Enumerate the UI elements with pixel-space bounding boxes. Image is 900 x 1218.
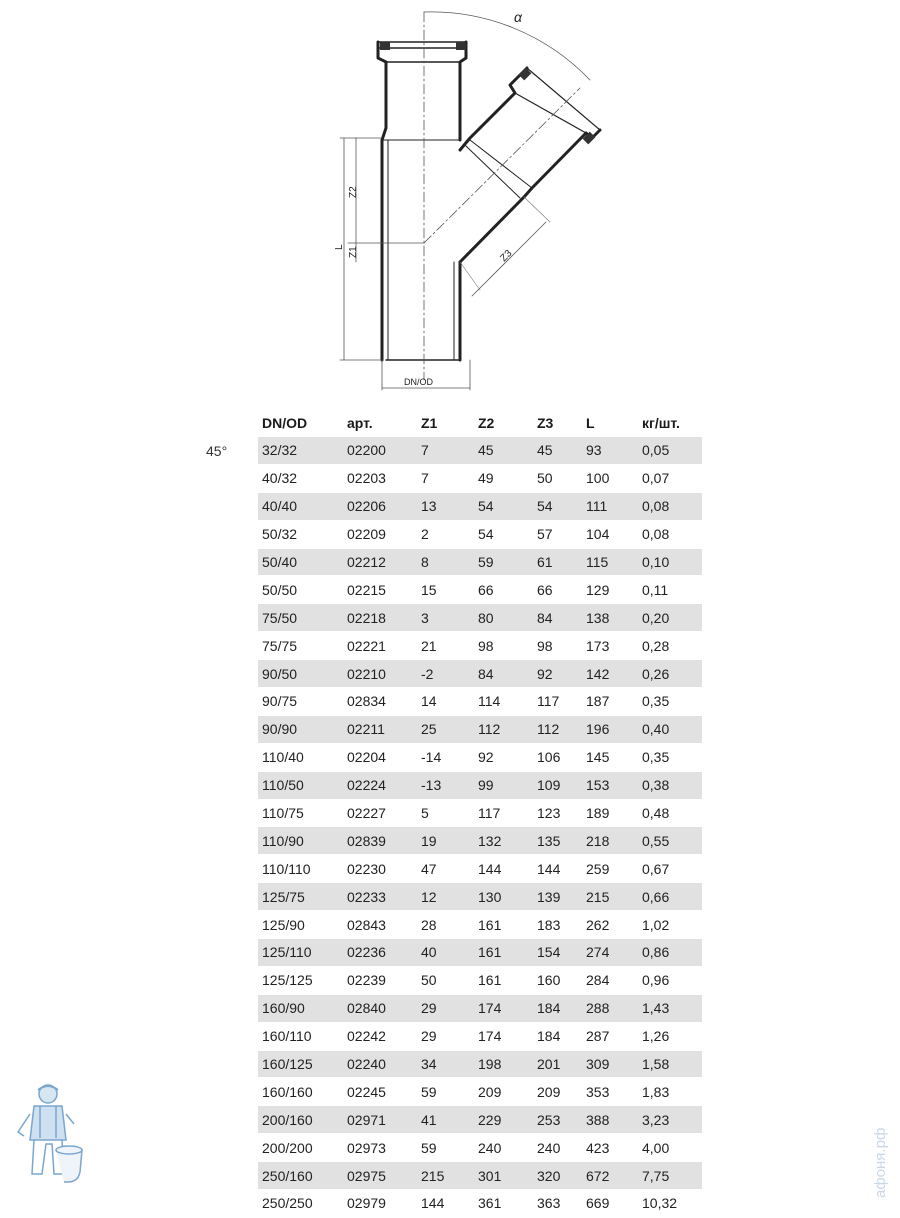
cell-l: 262 bbox=[582, 911, 638, 939]
cell-z2: 229 bbox=[474, 1106, 533, 1134]
spec-table bbox=[258, 409, 702, 1218]
cell-z1: 8 bbox=[417, 548, 474, 576]
cell-article: 02840 bbox=[343, 994, 417, 1022]
cell-article: 02211 bbox=[343, 715, 417, 743]
table-row bbox=[258, 604, 702, 632]
cell-l: 423 bbox=[582, 1134, 638, 1162]
cell-z2: 112 bbox=[474, 715, 533, 743]
cell-article: 02212 bbox=[343, 548, 417, 576]
cell-z3: 144 bbox=[533, 855, 582, 883]
cell-article: 02971 bbox=[343, 1106, 417, 1134]
cell-weight: 0,67 bbox=[638, 855, 702, 883]
cell-weight: 1,43 bbox=[638, 994, 702, 1022]
cell-weight: 0,26 bbox=[638, 660, 702, 688]
cell-article: 02210 bbox=[343, 660, 417, 688]
plumber-mascot-logo bbox=[8, 1080, 88, 1190]
cell-z1: 40 bbox=[417, 939, 474, 967]
cell-article: 02215 bbox=[343, 576, 417, 604]
cell-l: 672 bbox=[582, 1162, 638, 1190]
header-z3: Z3 bbox=[537, 415, 554, 431]
cell-z2: 59 bbox=[474, 548, 533, 576]
header-article: арт. bbox=[347, 415, 373, 431]
cell-l: 288 bbox=[582, 994, 638, 1022]
cell-article: 02979 bbox=[343, 1190, 417, 1218]
cell-z3: 135 bbox=[533, 827, 582, 855]
cell-z3: 61 bbox=[533, 548, 582, 576]
l-label: L bbox=[334, 244, 345, 250]
cell-z2: 117 bbox=[474, 799, 533, 827]
cell-l: 259 bbox=[582, 855, 638, 883]
branch-pipe-lower-wall bbox=[460, 130, 600, 265]
cell-dn-od: 160/90 bbox=[258, 994, 343, 1022]
cell-z1: 59 bbox=[417, 1078, 474, 1106]
table-row bbox=[258, 492, 702, 520]
cell-weight: 1,02 bbox=[638, 911, 702, 939]
cell-z3: 184 bbox=[533, 994, 582, 1022]
cell-z1: 215 bbox=[417, 1162, 474, 1190]
table-row bbox=[258, 548, 702, 576]
cell-article: 02843 bbox=[343, 911, 417, 939]
cell-article: 02975 bbox=[343, 1162, 417, 1190]
cell-weight: 1,83 bbox=[638, 1078, 702, 1106]
cell-z3: 66 bbox=[533, 576, 582, 604]
table-row bbox=[258, 743, 702, 771]
cell-z3: 92 bbox=[533, 660, 582, 688]
cell-z2: 98 bbox=[474, 632, 533, 660]
cell-dn-od: 110/90 bbox=[258, 827, 343, 855]
cell-z2: 45 bbox=[474, 437, 533, 464]
cell-z2: 80 bbox=[474, 604, 533, 632]
table-row bbox=[258, 464, 702, 492]
cell-z1: 15 bbox=[417, 576, 474, 604]
z3-label: Z3 bbox=[498, 248, 515, 265]
main-pipe-left-wall bbox=[378, 42, 386, 360]
cell-z3: 320 bbox=[533, 1162, 582, 1190]
cell-dn-od: 110/110 bbox=[258, 855, 343, 883]
cell-dn-od: 250/160 bbox=[258, 1162, 343, 1190]
cell-z3: 240 bbox=[533, 1134, 582, 1162]
cell-z1: 12 bbox=[417, 883, 474, 911]
cell-z1: -13 bbox=[417, 771, 474, 799]
main-socket bbox=[378, 42, 466, 62]
cell-l: 196 bbox=[582, 715, 638, 743]
cell-z3: 57 bbox=[533, 520, 582, 548]
cell-weight: 1,26 bbox=[638, 1022, 702, 1050]
table-row bbox=[258, 660, 702, 688]
cell-z2: 161 bbox=[474, 911, 533, 939]
cell-z1: 21 bbox=[417, 632, 474, 660]
cell-z2: 174 bbox=[474, 994, 533, 1022]
cell-z3: 139 bbox=[533, 883, 582, 911]
branch-pipe-upper-wall bbox=[460, 68, 527, 150]
cell-weight: 0,08 bbox=[638, 492, 702, 520]
cell-z2: 49 bbox=[474, 464, 533, 492]
table-row bbox=[258, 1162, 702, 1190]
cell-z3: 160 bbox=[533, 966, 582, 994]
cell-article: 02230 bbox=[343, 855, 417, 883]
table-row bbox=[258, 966, 702, 994]
cell-article: 02200 bbox=[343, 437, 417, 464]
table-row bbox=[258, 855, 702, 883]
z2-label: Z2 bbox=[348, 186, 359, 198]
cell-z3: 183 bbox=[533, 911, 582, 939]
cell-l: 215 bbox=[582, 883, 638, 911]
table-header-row bbox=[258, 409, 702, 437]
cell-z2: 92 bbox=[474, 743, 533, 771]
cell-weight: 0,05 bbox=[638, 437, 702, 464]
watermark-text: афоня.рф bbox=[872, 1127, 889, 1198]
cell-z2: 54 bbox=[474, 492, 533, 520]
cell-z1: 50 bbox=[417, 966, 474, 994]
cell-weight: 0,08 bbox=[638, 520, 702, 548]
cell-article: 02240 bbox=[343, 1050, 417, 1078]
cell-z1: 7 bbox=[417, 437, 474, 464]
cell-z2: 114 bbox=[474, 688, 533, 716]
cell-z1: -14 bbox=[417, 743, 474, 771]
cell-weight: 7,75 bbox=[638, 1162, 702, 1190]
table-row bbox=[258, 1134, 702, 1162]
table-row bbox=[258, 576, 702, 604]
cell-z2: 130 bbox=[474, 883, 533, 911]
cell-l: 309 bbox=[582, 1050, 638, 1078]
alpha-label: α bbox=[514, 9, 522, 25]
cell-z1: 34 bbox=[417, 1050, 474, 1078]
cell-article: 02242 bbox=[343, 1022, 417, 1050]
cell-z3: 209 bbox=[533, 1078, 582, 1106]
cell-weight: 4,00 bbox=[638, 1134, 702, 1162]
header-weight: кг/шт. bbox=[642, 415, 680, 431]
header-dn-od: DN/OD bbox=[262, 415, 308, 431]
cell-article: 02206 bbox=[343, 492, 417, 520]
cell-z2: 198 bbox=[474, 1050, 533, 1078]
cell-dn-od: 125/125 bbox=[258, 966, 343, 994]
cell-dn-od: 90/90 bbox=[258, 715, 343, 743]
cell-dn-od: 160/160 bbox=[258, 1078, 343, 1106]
cell-z1: 59 bbox=[417, 1134, 474, 1162]
table-body bbox=[258, 437, 702, 1217]
header-z1: Z1 bbox=[421, 415, 438, 431]
cell-z1: 25 bbox=[417, 715, 474, 743]
cell-article: 02245 bbox=[343, 1078, 417, 1106]
cell-l: 129 bbox=[582, 576, 638, 604]
header-z2: Z2 bbox=[478, 415, 495, 431]
cell-l: 100 bbox=[582, 464, 638, 492]
cell-z1: 29 bbox=[417, 1022, 474, 1050]
cell-article: 02233 bbox=[343, 883, 417, 911]
cell-dn-od: 32/32 bbox=[258, 437, 343, 464]
cell-dn-od: 50/40 bbox=[258, 548, 343, 576]
cell-z1: 5 bbox=[417, 799, 474, 827]
cell-l: 218 bbox=[582, 827, 638, 855]
cell-z1: 28 bbox=[417, 911, 474, 939]
cell-z2: 209 bbox=[474, 1078, 533, 1106]
cell-weight: 0,96 bbox=[638, 966, 702, 994]
cell-weight: 0,48 bbox=[638, 799, 702, 827]
cell-dn-od: 90/50 bbox=[258, 660, 343, 688]
cell-article: 02236 bbox=[343, 939, 417, 967]
table-row bbox=[258, 771, 702, 799]
cell-weight: 0,07 bbox=[638, 464, 702, 492]
cell-article: 02221 bbox=[343, 632, 417, 660]
cell-z3: 112 bbox=[533, 715, 582, 743]
cell-weight: 3,23 bbox=[638, 1106, 702, 1134]
cell-z1: 29 bbox=[417, 994, 474, 1022]
cell-z3: 123 bbox=[533, 799, 582, 827]
cell-weight: 10,32 bbox=[638, 1190, 702, 1218]
cell-z2: 66 bbox=[474, 576, 533, 604]
cell-z3: 45 bbox=[533, 437, 582, 464]
cell-z3: 106 bbox=[533, 743, 582, 771]
cell-z2: 132 bbox=[474, 827, 533, 855]
cell-article: 02227 bbox=[343, 799, 417, 827]
angle-label: 45° bbox=[206, 443, 228, 459]
table-row bbox=[258, 437, 702, 464]
cell-l: 153 bbox=[582, 771, 638, 799]
cell-z2: 240 bbox=[474, 1134, 533, 1162]
cell-l: 93 bbox=[582, 437, 638, 464]
cell-z2: 174 bbox=[474, 1022, 533, 1050]
table-row bbox=[258, 632, 702, 660]
cell-dn-od: 110/75 bbox=[258, 799, 343, 827]
cell-l: 388 bbox=[582, 1106, 638, 1134]
cell-weight: 0,35 bbox=[638, 688, 702, 716]
cell-dn-od: 200/160 bbox=[258, 1106, 343, 1134]
cell-z2: 144 bbox=[474, 855, 533, 883]
table-row bbox=[258, 1050, 702, 1078]
cell-z2: 84 bbox=[474, 660, 533, 688]
cell-weight: 0,55 bbox=[638, 827, 702, 855]
cell-article: 02834 bbox=[343, 688, 417, 716]
cell-l: 287 bbox=[582, 1022, 638, 1050]
dn-od-label: DN/OD bbox=[404, 377, 433, 387]
table-row bbox=[258, 883, 702, 911]
cell-z3: 363 bbox=[533, 1190, 582, 1218]
cell-article: 02839 bbox=[343, 827, 417, 855]
cell-l: 111 bbox=[582, 492, 638, 520]
cell-weight: 0,86 bbox=[638, 939, 702, 967]
table-row bbox=[258, 911, 702, 939]
cell-weight: 0,38 bbox=[638, 771, 702, 799]
cell-l: 115 bbox=[582, 548, 638, 576]
cell-z3: 54 bbox=[533, 492, 582, 520]
table-row bbox=[258, 1022, 702, 1050]
table-row bbox=[258, 994, 702, 1022]
cell-z3: 84 bbox=[533, 604, 582, 632]
cell-weight: 1,58 bbox=[638, 1050, 702, 1078]
cell-l: 274 bbox=[582, 939, 638, 967]
cell-l: 284 bbox=[582, 966, 638, 994]
cell-l: 669 bbox=[582, 1190, 638, 1218]
table-row bbox=[258, 799, 702, 827]
cell-z3: 201 bbox=[533, 1050, 582, 1078]
cell-z1: 47 bbox=[417, 855, 474, 883]
cell-dn-od: 200/200 bbox=[258, 1134, 343, 1162]
cell-l: 173 bbox=[582, 632, 638, 660]
cell-z3: 253 bbox=[533, 1106, 582, 1134]
cell-z1: 7 bbox=[417, 464, 474, 492]
cell-dn-od: 250/250 bbox=[258, 1190, 343, 1218]
table-row bbox=[258, 939, 702, 967]
table-row bbox=[258, 715, 702, 743]
site-watermark bbox=[845, 1090, 900, 1200]
cell-z3: 50 bbox=[533, 464, 582, 492]
cell-dn-od: 75/50 bbox=[258, 604, 343, 632]
cell-weight: 0,11 bbox=[638, 576, 702, 604]
z1-label: Z1 bbox=[348, 246, 359, 258]
cell-dn-od: 50/32 bbox=[258, 520, 343, 548]
cell-z1: 3 bbox=[417, 604, 474, 632]
cell-weight: 0,66 bbox=[638, 883, 702, 911]
alpha-arc bbox=[424, 12, 590, 80]
cell-dn-od: 125/90 bbox=[258, 911, 343, 939]
cell-l: 142 bbox=[582, 660, 638, 688]
cell-l: 145 bbox=[582, 743, 638, 771]
cell-dn-od: 110/50 bbox=[258, 771, 343, 799]
cell-weight: 0,28 bbox=[638, 632, 702, 660]
cell-weight: 0,20 bbox=[638, 604, 702, 632]
table-row bbox=[258, 520, 702, 548]
cell-z1: 19 bbox=[417, 827, 474, 855]
cell-article: 02973 bbox=[343, 1134, 417, 1162]
cell-dn-od: 160/125 bbox=[258, 1050, 343, 1078]
cell-article: 02218 bbox=[343, 604, 417, 632]
cell-dn-od: 90/75 bbox=[258, 688, 343, 716]
cell-dn-od: 125/110 bbox=[258, 939, 343, 967]
cell-z3: 117 bbox=[533, 688, 582, 716]
cell-article: 02224 bbox=[343, 771, 417, 799]
cell-dn-od: 110/40 bbox=[258, 743, 343, 771]
table-row bbox=[258, 1190, 702, 1218]
cell-weight: 0,10 bbox=[638, 548, 702, 576]
cell-article: 02204 bbox=[343, 743, 417, 771]
cell-dn-od: 50/50 bbox=[258, 576, 343, 604]
cell-z3: 154 bbox=[533, 939, 582, 967]
cell-dn-od: 160/110 bbox=[258, 1022, 343, 1050]
cell-z2: 161 bbox=[474, 966, 533, 994]
cell-z2: 301 bbox=[474, 1162, 533, 1190]
cell-z3: 184 bbox=[533, 1022, 582, 1050]
cell-z2: 361 bbox=[474, 1190, 533, 1218]
cell-z1: -2 bbox=[417, 660, 474, 688]
cell-z3: 98 bbox=[533, 632, 582, 660]
cell-weight: 0,40 bbox=[638, 715, 702, 743]
cell-l: 138 bbox=[582, 604, 638, 632]
cell-z1: 144 bbox=[417, 1190, 474, 1218]
tee-drawing bbox=[0, 0, 900, 400]
cell-z1: 14 bbox=[417, 688, 474, 716]
table-row bbox=[258, 827, 702, 855]
cell-l: 189 bbox=[582, 799, 638, 827]
cell-l: 187 bbox=[582, 688, 638, 716]
cell-dn-od: 40/40 bbox=[258, 492, 343, 520]
cell-article: 02239 bbox=[343, 966, 417, 994]
cell-z1: 41 bbox=[417, 1106, 474, 1134]
cell-z2: 161 bbox=[474, 939, 533, 967]
cell-z2: 99 bbox=[474, 771, 533, 799]
cell-weight: 0,35 bbox=[638, 743, 702, 771]
table-row bbox=[258, 1106, 702, 1134]
cell-dn-od: 75/75 bbox=[258, 632, 343, 660]
cell-z2: 54 bbox=[474, 520, 533, 548]
cell-dn-od: 40/32 bbox=[258, 464, 343, 492]
cell-article: 02203 bbox=[343, 464, 417, 492]
header-l: L bbox=[586, 415, 595, 431]
cell-article: 02209 bbox=[343, 520, 417, 548]
cell-l: 353 bbox=[582, 1078, 638, 1106]
cell-l: 104 bbox=[582, 520, 638, 548]
cell-z1: 2 bbox=[417, 520, 474, 548]
table-row bbox=[258, 688, 702, 716]
cell-dn-od: 125/75 bbox=[258, 883, 343, 911]
table-row bbox=[258, 1078, 702, 1106]
cell-z1: 13 bbox=[417, 492, 474, 520]
cell-z3: 109 bbox=[533, 771, 582, 799]
